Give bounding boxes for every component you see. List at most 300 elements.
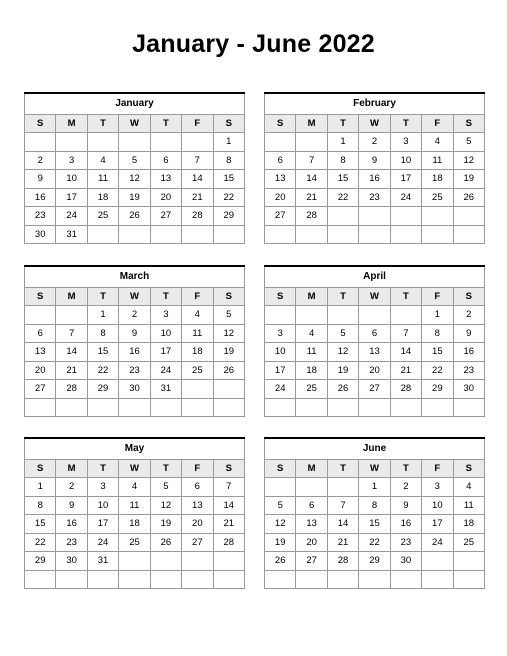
week-row [265,207,485,226]
week-row [25,133,245,152]
day-cell [150,398,181,417]
day-cell: 12 [453,151,484,170]
week-row [25,496,245,515]
day-cell: 29 [213,207,244,226]
week-row [25,515,245,534]
day-cell [296,398,327,417]
week-row [265,478,485,497]
day-cell [265,133,296,152]
day-cell [422,225,453,244]
day-cell: 31 [150,380,181,399]
day-cell [25,570,56,589]
day-cell: 9 [359,151,390,170]
weekday-label: F [182,460,213,478]
week-row [25,361,245,380]
day-cell: 27 [25,380,56,399]
day-cell: 1 [359,478,390,497]
day-cell [213,225,244,244]
day-cell [150,225,181,244]
month-title: February [264,94,485,114]
day-cell [296,478,327,497]
day-cell [87,398,118,417]
day-cell: 5 [213,306,244,325]
day-cell: 8 [213,151,244,170]
day-cell: 9 [25,170,56,189]
week-row [25,306,245,325]
day-cell: 23 [25,207,56,226]
weekday-label: S [213,288,244,306]
day-cell: 24 [265,380,296,399]
day-cell [422,570,453,589]
day-cell: 12 [265,515,296,534]
month-title: January [24,94,245,114]
weekday-label: F [182,288,213,306]
day-cell: 6 [296,496,327,515]
weekday-label: S [453,460,484,478]
day-cell: 27 [265,207,296,226]
day-cell [422,398,453,417]
day-cell: 1 [213,133,244,152]
weekday-label: T [150,288,181,306]
weekday-label: W [119,460,150,478]
day-cell: 24 [390,188,421,207]
day-cell: 25 [296,380,327,399]
month-april [264,265,485,417]
day-cell: 12 [119,170,150,189]
day-cell [119,133,150,152]
month-title: June [264,439,485,459]
day-cell: 30 [390,552,421,571]
month-table [264,114,485,244]
weekday-label: M [296,288,327,306]
day-cell: 1 [327,133,358,152]
day-cell [296,306,327,325]
day-cell: 23 [119,361,150,380]
day-cell: 30 [56,552,87,571]
day-cell: 11 [87,170,118,189]
day-cell [327,570,358,589]
day-cell: 13 [182,496,213,515]
day-cell [87,133,118,152]
day-cell [119,570,150,589]
day-cell [119,398,150,417]
day-cell: 21 [182,188,213,207]
week-row [265,170,485,189]
weekday-label: T [87,460,118,478]
day-cell: 6 [150,151,181,170]
weekday-label: T [327,460,358,478]
day-cell: 2 [390,478,421,497]
day-cell: 7 [390,324,421,343]
day-cell: 6 [265,151,296,170]
day-cell: 9 [390,496,421,515]
weekday-header-row [265,460,485,478]
day-cell: 26 [119,207,150,226]
day-cell [213,552,244,571]
weekday-header-row [25,460,245,478]
day-cell: 19 [119,188,150,207]
day-cell: 14 [327,515,358,534]
day-cell [150,570,181,589]
weekday-header-row [25,115,245,133]
weekday-header-row [265,288,485,306]
day-cell: 15 [25,515,56,534]
week-row [25,151,245,170]
day-cell: 15 [422,343,453,362]
weekday-label: T [327,115,358,133]
weekday-header-row [265,115,485,133]
day-cell: 10 [390,151,421,170]
day-cell: 4 [119,478,150,497]
day-cell [359,570,390,589]
day-cell [119,225,150,244]
week-row [25,570,245,589]
day-cell: 10 [422,496,453,515]
weekday-label: T [390,460,421,478]
day-cell: 21 [56,361,87,380]
week-row [265,496,485,515]
day-cell: 11 [296,343,327,362]
day-cell: 8 [87,324,118,343]
day-cell [213,380,244,399]
day-cell [359,207,390,226]
day-cell [359,398,390,417]
day-cell: 14 [390,343,421,362]
week-row [265,570,485,589]
week-row [25,324,245,343]
day-cell: 27 [296,552,327,571]
day-cell: 23 [56,533,87,552]
day-cell [150,552,181,571]
day-cell: 10 [56,170,87,189]
day-cell: 9 [453,324,484,343]
day-cell: 29 [87,380,118,399]
day-cell: 2 [56,478,87,497]
week-row [265,552,485,571]
day-cell: 27 [182,533,213,552]
day-cell: 8 [25,496,56,515]
day-cell: 13 [296,515,327,534]
day-cell: 14 [56,343,87,362]
day-cell: 2 [359,133,390,152]
day-cell: 25 [119,533,150,552]
day-cell: 3 [150,306,181,325]
day-cell: 24 [56,207,87,226]
day-cell: 20 [265,188,296,207]
day-cell: 6 [25,324,56,343]
day-cell [296,133,327,152]
week-row [265,343,485,362]
weekday-label: S [265,115,296,133]
day-cell: 31 [87,552,118,571]
day-cell: 2 [25,151,56,170]
weekday-label: M [296,115,327,133]
day-cell: 19 [150,515,181,534]
day-cell: 24 [150,361,181,380]
day-cell: 21 [327,533,358,552]
day-cell: 14 [182,170,213,189]
day-cell: 2 [119,306,150,325]
day-cell: 7 [182,151,213,170]
day-cell: 4 [296,324,327,343]
day-cell: 22 [422,361,453,380]
day-cell: 12 [150,496,181,515]
day-cell: 17 [390,170,421,189]
day-cell: 10 [150,324,181,343]
month-table [264,459,485,589]
day-cell [182,133,213,152]
weekday-label: T [390,288,421,306]
day-cell: 22 [359,533,390,552]
day-cell [390,207,421,226]
day-cell [296,570,327,589]
page-title: January - June 2022 [132,30,375,58]
week-row [265,398,485,417]
day-cell: 6 [182,478,213,497]
day-cell: 27 [150,207,181,226]
month-title: May [24,439,245,459]
week-row [265,306,485,325]
weekday-label: W [119,288,150,306]
day-cell: 16 [119,343,150,362]
day-cell [87,225,118,244]
day-cell: 24 [422,533,453,552]
day-cell [327,207,358,226]
day-cell: 17 [422,515,453,534]
day-cell [390,306,421,325]
month-title: March [24,267,245,287]
day-cell: 16 [390,515,421,534]
day-cell: 19 [213,343,244,362]
day-cell: 15 [87,343,118,362]
weekday-label: F [182,115,213,133]
day-cell [265,570,296,589]
day-cell: 3 [56,151,87,170]
day-cell [422,207,453,226]
month-march [24,265,245,417]
week-row [265,533,485,552]
week-row [25,207,245,226]
month-table [24,459,245,589]
day-cell: 16 [359,170,390,189]
day-cell: 18 [453,515,484,534]
weekday-label: S [25,115,56,133]
day-cell [327,306,358,325]
day-cell: 30 [119,380,150,399]
day-cell [390,225,421,244]
day-cell: 15 [359,515,390,534]
day-cell [327,478,358,497]
day-cell [119,552,150,571]
week-row [25,170,245,189]
weekday-label: M [56,115,87,133]
day-cell: 28 [390,380,421,399]
weekday-header-row [25,288,245,306]
day-cell: 28 [182,207,213,226]
day-cell: 15 [327,170,358,189]
day-cell [422,552,453,571]
day-cell [56,133,87,152]
day-cell: 2 [453,306,484,325]
day-cell: 18 [87,188,118,207]
weekday-label: T [150,460,181,478]
month-table [264,287,485,417]
day-cell: 16 [56,515,87,534]
day-cell: 18 [182,343,213,362]
week-row [265,225,485,244]
weekday-label: M [296,460,327,478]
weekday-label: M [56,460,87,478]
day-cell: 28 [327,552,358,571]
weekday-label: M [56,288,87,306]
week-row [25,380,245,399]
day-cell [182,380,213,399]
day-cell: 1 [87,306,118,325]
day-cell: 26 [265,552,296,571]
day-cell [182,225,213,244]
week-row [265,151,485,170]
month-title: April [264,267,485,287]
day-cell [56,398,87,417]
day-cell: 20 [182,515,213,534]
day-cell [327,398,358,417]
day-cell: 28 [296,207,327,226]
day-cell: 4 [453,478,484,497]
day-cell [390,398,421,417]
weekday-label: T [327,288,358,306]
weekday-label: W [359,288,390,306]
day-cell: 8 [327,151,358,170]
day-cell: 3 [265,324,296,343]
day-cell: 5 [453,133,484,152]
day-cell: 26 [150,533,181,552]
day-cell: 5 [265,496,296,515]
day-cell [87,570,118,589]
day-cell: 21 [296,188,327,207]
day-cell: 12 [213,324,244,343]
weekday-label: S [453,115,484,133]
weekday-label: T [87,115,118,133]
day-cell: 5 [119,151,150,170]
day-cell: 13 [359,343,390,362]
week-row [25,188,245,207]
week-row [265,515,485,534]
day-cell: 19 [265,533,296,552]
day-cell [56,306,87,325]
day-cell: 17 [56,188,87,207]
day-cell: 29 [25,552,56,571]
day-cell: 3 [390,133,421,152]
month-june [264,437,485,589]
day-cell: 5 [327,324,358,343]
day-cell: 20 [150,188,181,207]
day-cell: 3 [87,478,118,497]
day-cell: 1 [25,478,56,497]
day-cell: 13 [265,170,296,189]
day-cell: 22 [87,361,118,380]
day-cell: 29 [359,552,390,571]
day-cell [25,133,56,152]
day-cell: 23 [390,533,421,552]
day-cell: 11 [453,496,484,515]
day-cell [265,225,296,244]
day-cell: 7 [296,151,327,170]
day-cell: 23 [359,188,390,207]
day-cell: 14 [296,170,327,189]
day-cell: 7 [56,324,87,343]
month-february [264,92,485,244]
day-cell: 8 [359,496,390,515]
day-cell: 17 [265,361,296,380]
day-cell: 26 [213,361,244,380]
day-cell: 13 [25,343,56,362]
week-row [265,380,485,399]
day-cell: 25 [422,188,453,207]
day-cell [213,398,244,417]
day-cell [265,306,296,325]
day-cell: 26 [327,380,358,399]
day-cell: 7 [327,496,358,515]
day-cell [182,398,213,417]
day-cell [390,570,421,589]
month-january [24,92,245,244]
day-cell: 18 [422,170,453,189]
weekday-label: T [150,115,181,133]
week-row [25,552,245,571]
day-cell: 15 [213,170,244,189]
month-table [24,287,245,417]
week-row [265,361,485,380]
month-table [24,114,245,244]
weekday-label: S [213,115,244,133]
day-cell [25,398,56,417]
weekday-label: S [25,460,56,478]
day-cell [327,225,358,244]
day-cell: 8 [422,324,453,343]
day-cell: 26 [453,188,484,207]
day-cell: 14 [213,496,244,515]
day-cell [453,207,484,226]
day-cell: 30 [453,380,484,399]
weekday-label: F [422,115,453,133]
weekday-label: S [453,288,484,306]
month-may [24,437,245,589]
weekday-label: S [213,460,244,478]
day-cell: 31 [56,225,87,244]
day-cell: 30 [25,225,56,244]
day-cell: 21 [213,515,244,534]
day-cell: 29 [422,380,453,399]
day-cell: 23 [453,361,484,380]
day-cell: 7 [213,478,244,497]
day-cell [296,225,327,244]
weekday-label: F [422,460,453,478]
day-cell: 11 [119,496,150,515]
day-cell: 9 [56,496,87,515]
day-cell: 5 [150,478,181,497]
day-cell: 27 [359,380,390,399]
day-cell: 21 [390,361,421,380]
day-cell [265,478,296,497]
day-cell: 24 [87,533,118,552]
day-cell: 11 [422,151,453,170]
day-cell: 3 [422,478,453,497]
day-cell [453,398,484,417]
week-row [25,398,245,417]
week-row [25,478,245,497]
weekday-label: S [265,460,296,478]
day-cell: 22 [213,188,244,207]
